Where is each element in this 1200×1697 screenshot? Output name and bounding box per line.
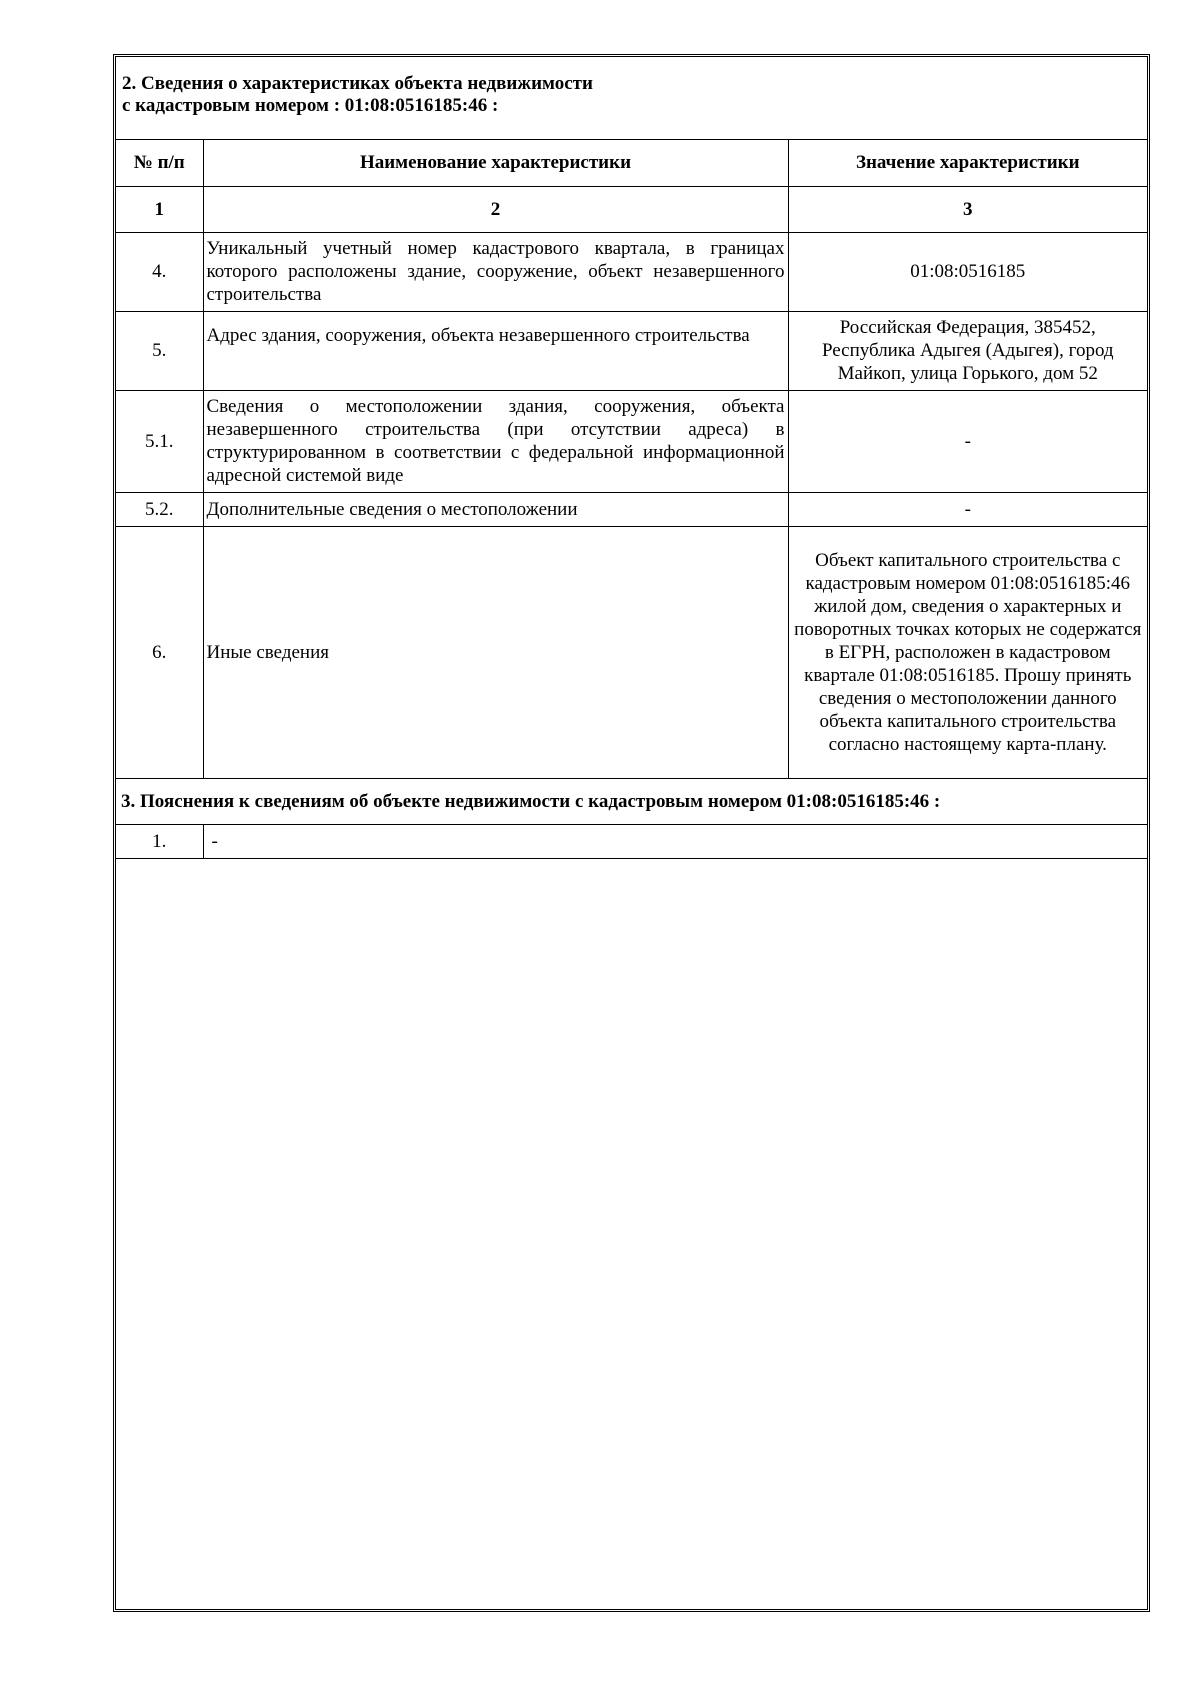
row-number: 5.1. [116,390,203,492]
table-row [116,526,1147,778]
table-header-row [116,140,1147,186]
row-name: Сведения о местоположении здания, сооружения, объекта незавершенного строительства (при отсутствии адреса) в структурированном в соответствии с федеральной информационной адресной системой виде [203,390,788,492]
table-row [116,824,1147,858]
table-row [116,232,1147,311]
row-number: 1. [116,824,203,858]
table-row [116,390,1147,492]
row-value: Российская Федерация, 385452, Республика Адыгея (Адыгея), город Майкоп, улица Горького, дом 52 [788,311,1147,390]
header-name: Наименование характеристики [203,140,788,186]
row-number: 4. [116,232,203,311]
section-2-title-line2: с кадастровым номером : 01:08:0516185:46 : [122,95,499,116]
section-2-header [116,57,1147,140]
column-number: 1 [116,186,203,232]
row-value: - [788,390,1147,492]
row-name: Дополнительные сведения о местоположении [203,492,788,526]
section-3-header-row [116,778,1147,824]
characteristics-table [116,140,1147,859]
section-2-title-line1: 2. Сведения о характеристиках объекта недвижимости [122,73,593,94]
row-name: Адрес здания, сооружения, объекта незавершенного строительства [203,311,788,390]
header-value: Значение характеристики [788,140,1147,186]
column-number: 3 [788,186,1147,232]
row-name: Иные сведения [203,526,788,778]
table-row [116,311,1147,390]
row-value: 01:08:0516185 [788,232,1147,311]
row-text: - [203,824,1147,858]
row-name: Уникальный учетный номер кадастрового квартала, в границах которого расположены здание, сооружение, объект незавершенного строительства [203,232,788,311]
section-3-title: 3. Пояснения к сведениям об объекте недвижимости с кадастровым номером 01:08:0516185:46 : [116,778,1147,824]
table-row [116,492,1147,526]
column-number: 2 [203,186,788,232]
header-number: № п/п [116,140,203,186]
column-number-row [116,186,1147,232]
row-number: 5. [116,311,203,390]
row-number: 6. [116,526,203,778]
row-value: - [788,492,1147,526]
row-value: Объект капитального строительства с кадастровым номером 01:08:0516185:46 жилой дом, сведения о характерных и поворотных точках которых не содержатся в ЕГРН, расположен в кадастровом квартале 01:08:0516185. Прошу принять сведения о местоположении данного объекта капитального строительства согласно настоящему карта-плану. [788,526,1147,778]
row-number: 5.2. [116,492,203,526]
document-frame [113,54,1150,1612]
